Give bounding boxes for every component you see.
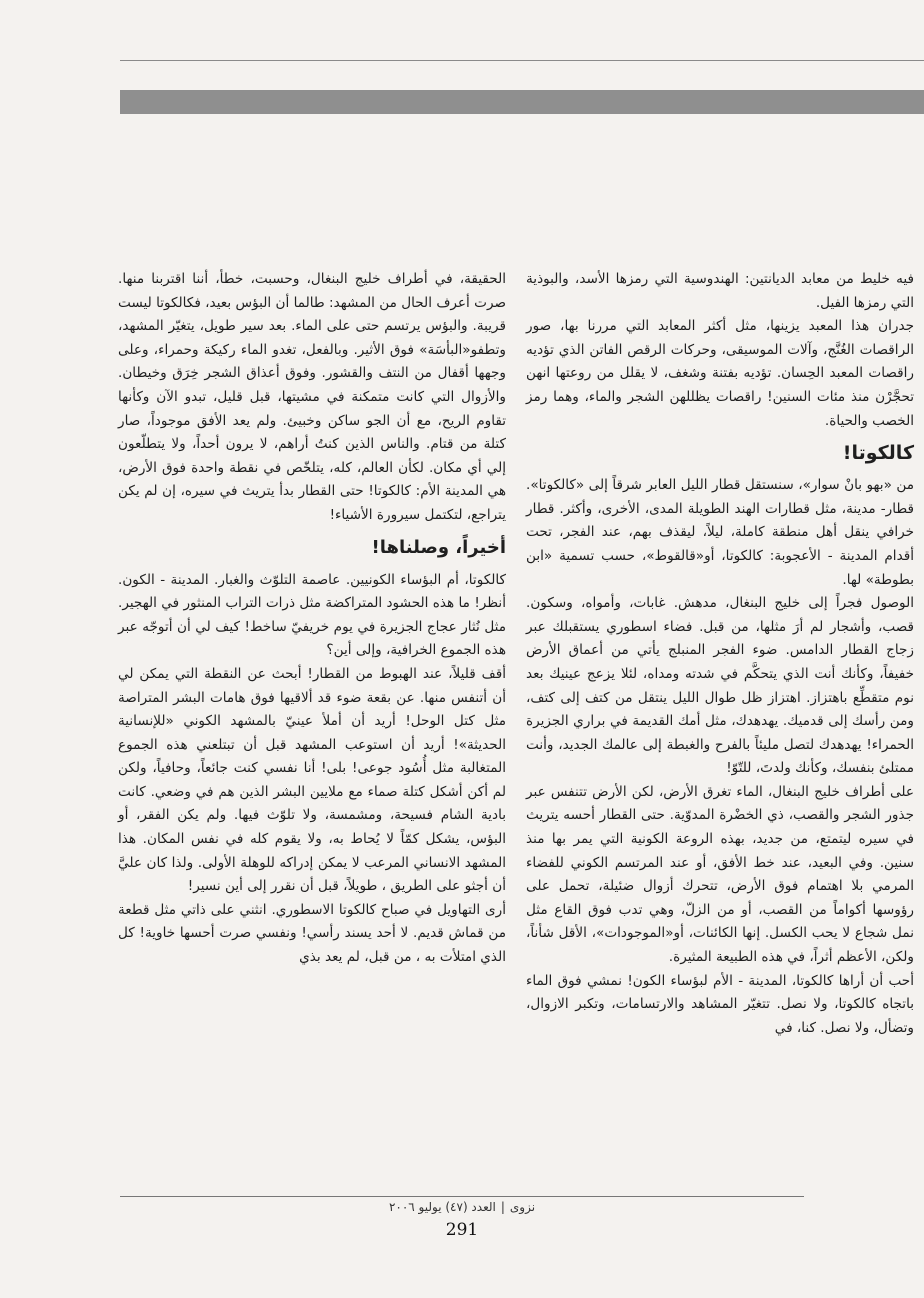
- paragraph: الحقيقة، في أطراف خليج البنغال، وحسبت، خطأ، أننا اقتربنا منها. صرت أعرف الحال من المشهد: طالما أن البؤس بعيد، فكالكوتا ليست قريبة. والبؤس يرتسم حتى على الماء. بعد سير طويل، يتغيّر المشهد، وتطفو«البأسَة» فوق الأثير. وبالفعل، تغدو الماء ركيكة وحمراء، وعلى وجهها أقفال من النتف والقشور. وفوق أعذاق الشجر خِرَق وخيطان. والأزوال التي كانت متمكنة في مشيتها، قبل قليل، تبدو الآن وكأنها تقاوم الريح، مع أن الجو ساكن وخبيئ. ولم يعد الأفق موجوداً، صار كتلة من قتام. والناس الذين كنتُ أراهم، لا يرون أحداً، ولا يتطلّعون إلي أي مكان. لكأن العالم، كله، يتلخّص في نقطة واحدة فوق الأرض، هي المدينة الأم: كالكوتا! حتى القطار بدأ يتريث في سيره، إن لم يكن يتراجع، لتكتمل سيرورة الأشياء!: [118, 271, 506, 523]
- left-column: [118, 268, 506, 970]
- header-band: [120, 90, 924, 114]
- issue-info: العدد (٤٧) يوليو ٢٠٠٦: [388, 1200, 496, 1214]
- paragraph: على أطراف خليج البنغال، الماء تغرق الأرض، لكن الأرض تتنفس عبر جذور الشجر والقصب، ذي الخضْرة المدوّية. حتى القطار أحسه يتريث في سيره ليتمتع، من جديد، بهذه الروعة الكونية التي يمر بها منذ سنين. وفي البعيد، عند خط الأفق، أو عند المرتسم الكوني للفضاء المرمي بلا اهتمام فوق الأرض، تتحرك أزوال ضئيلة، تحمل على رؤوسها أكواماً من القصب، أو من الزلّ، وهي تدب فوق القاع مثل نمل شجاع لا يحب الكسل. إنها الكائنات، أو«الموجودات»، الأقل شأناً، ولكن، الأعظم أثراً، في هذه الطبيعة المثيرة.: [526, 783, 914, 966]
- section-heading: كالكوتا!: [842, 442, 914, 465]
- paragraph: أرى التهاويل في صباح كالكوتا الاسطوري. انثني على ذاتي مثل قطعة من قماش قديم. لا أحد يسند رأسي! ونفسي صرت أحسها خاوية! كل الذي امتلأت به ، من قبل، لم يعد بذي: [118, 901, 506, 966]
- page-number: 291: [445, 1220, 479, 1240]
- paragraph: أقف قليلاً، عند الهبوط من القطار! أبحث عن النقطة التي يمكن لي أن أتنفس منها. عن بقعة ضوء قد ألاقيها فوق هامات البشر المتراصة مثل كتل الوحل! أريد أن أملأ عينيّ بالمشهد الكوني «للإنسانية الحديثة»! أريد أن استوعب المشهد قبل أن تبتلعني هذه الجموع المتغالبة مثل أُسُود جوعى! بلى! أنا نفسي كنت جائعاً، وحافياً، ولكن لم أكن أشكل كتلة صماء مع ملايين البشر الذين هم في وضعي. كانت بادية الشام فسيحة، ومشمسة، ولا تلوّث فيها. ولم يكن الفقر، أو البؤس، يشكل كمّاً لا يُحاط به، ولا يقوم كله في نفس المكان. هذا المشهد الانساني المرعب لا يمكن إدراكه للوهلة الأولى. ولذا كان عليَّ أن أجثو على الطريق ، طويلاً، قبل أن نقرر إلى أين نسير!: [118, 665, 506, 895]
- paragraph: من «بهو بانْ سوار»، سنستقل قطار الليل العابر شرقاً إلى «كالكوتا». قطار- مدينة، مثل قطارات الهند الطويلة المدى، الأخرى، وأكثر. قطار خرافي ينقل أهل منطقة كاملة، ليلاً، ليقذف بهم، عند الفجر، تحت أقدام المدينة - الأعجوبة: كالكوتا، أو«قالقوط»، حسب تسمية «ابن بطوطة» لها.: [526, 477, 914, 588]
- paragraph: الوصول فجراً إلى خليج البنغال، مدهش. غابات، وأمواه، وسكون. قصب، وأشجار لم أرَ مثلها، من قبل. فضاء اسطوري يستقبلك عبر زجاج القطار الدامس. ضوء الفجر المنبلج يأتي من أعماق الأرض خفيفاً، وكأنك أنت الذي يتحكَّم في شدته ومداه، لئلا يزعج عينيك بعد نوم متقطِّع باهتزاز. اهتزاز ظل طوال الليل ينتقل من كتف إلى كتف، ومن رأسك إلى قدميك. يهدهدك، مثل أمك القديمة في براري الجزيرة الحمراء! يهدهدك لتصل مليئاً بالفرح والغبطة إلى عالمك الجديد، وأنت ممتلئ بنفسك، وكأنك ولدتَ، للتّوّ!: [526, 595, 914, 777]
- footer-info: [0, 1200, 924, 1214]
- magazine-name: نزوى: [509, 1200, 536, 1214]
- top-rule: [120, 60, 924, 61]
- footer-separator: |: [500, 1200, 505, 1214]
- footer-rule: [120, 1196, 804, 1197]
- paragraph: جدران هذا المعبد يزينها، مثل أكثر المعابد التي مررنا بها، صور الراقصات الغُنَّج، وآلات الموسيقى، وحركات الرقص الفاتن الذي تؤديه راقصات المعبد الحِسان. تؤديه بفتنة وشغف، لا يقلل من روعتها انهن تحجَّرْن منذ مئات السنين! راقصات يظللهن الشجر والماء، وهما رمز الخصب والحياة.: [526, 318, 914, 429]
- right-column: [526, 268, 914, 1040]
- paragraph: أحب أن أراها كالكوتا، المدينة - الأم لبؤساء الكون! نمشي فوق الماء باتجاه كالكوتا، ولا نصل. تتغيّر المشاهد والارتسامات، وتكبر الازوال، وتضأل، ولا نصل. كنا، في: [526, 972, 914, 1036]
- paragraph: فيه خليط من معابد الديانتين: الهندوسية التي رمزها الأسد، والبوذية التي رمزها الفيل.: [526, 271, 914, 311]
- section-heading: أخيراً، وصلناها!: [371, 536, 506, 558]
- paragraph: كالكوتا، أم البؤساء الكونيين. عاصمة التلوّث والغبار. المدينة - الكون. أنظر! ما هذه الحشود المتراكضة مثل ذرات التراب المنثور في الهجير. مثل نُثار عجاج الجزيرة في يوم خريفيّ ساخط! كيف لي أن أتوجّه عبر هذه الجموع الخرافية، وإلى أين؟: [118, 571, 506, 659]
